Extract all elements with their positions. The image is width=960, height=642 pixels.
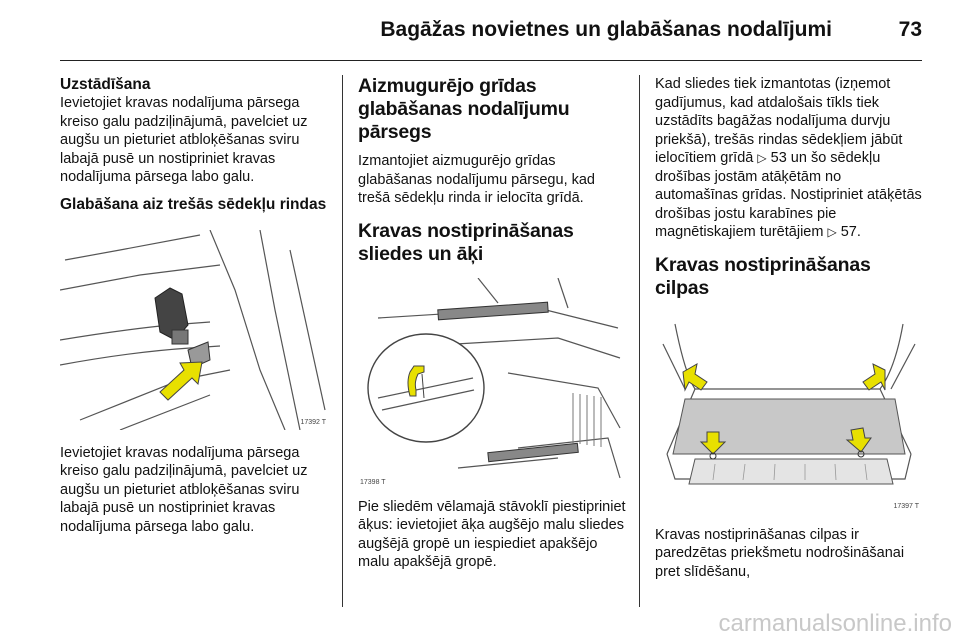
page-ref-53[interactable]: 53 bbox=[770, 150, 787, 166]
heading-install: Uzstādīšana bbox=[60, 76, 151, 93]
para-rails: Pie sliedēm vēlamajā stāvoklī piestipriniet āķus: ievietojiet āķa augšējo malu sliedes augšējā gropē un iespiediet apakšējo malu apakšējā gropē. bbox=[358, 498, 626, 570]
watermark: carmanualsonline.info bbox=[718, 610, 952, 637]
para-rails-usage bbox=[655, 75, 925, 242]
figure-code-17392: 17392 T bbox=[300, 418, 326, 426]
para-loops: Kravas nostiprināšanas cilpas ir paredzētas priekšmetu nodrošināšanai pret slīdēšanu, bbox=[655, 526, 905, 580]
column-3 bbox=[655, 75, 925, 581]
rails-hooks-illustration bbox=[358, 278, 626, 488]
triangle-reference-icon: ▷ bbox=[827, 225, 837, 239]
column-divider-1 bbox=[342, 75, 343, 607]
header-divider bbox=[60, 60, 922, 61]
heading-rear-cover: Aizmugurējo grīdas glabāšanas nodalījumu pārsegs bbox=[358, 75, 570, 143]
heading-rails: Kravas nostiprināšanas sliedes un āķi bbox=[358, 219, 574, 265]
figure-rails-hooks bbox=[358, 278, 626, 488]
para-install: Ievietojiet kravas nodalījuma pārsega kreiso galu padziļinājumā, pavelciet uz augšu un pieturiet atbloķēšanas sviru labajā pusē un nostipriniet kravas nodalījuma pārsega labo galu. bbox=[60, 95, 308, 185]
para-rails-usage-part-a: Kad sliedes tiek izmantotas (izņemot gadījumus, kad atdalošais tīkls tiek uzstādīts bagāžas nodalījuma durvju priekšā), trešās rindas sēdekļiem jābūt ielocītiem grīdā bbox=[655, 76, 903, 166]
page-title: Bagāžas novietnes un glabāšanas nodalījumi bbox=[380, 18, 832, 41]
triangle-reference-icon: ▷ bbox=[757, 151, 767, 165]
column-2 bbox=[358, 75, 626, 572]
para-rails-usage-part-b: un šo sēdekļu drošības jostām atāķētām no automašīnas grīdas. Nostipriniet atāķētās drošības jostu karabīnes pie magnētiskajiem turētājiem bbox=[655, 150, 922, 240]
figure-code-17397: 17397 T bbox=[893, 502, 919, 510]
figure-code-17398: 17398 T bbox=[360, 478, 386, 486]
page-ref-57[interactable]: 57. bbox=[840, 224, 861, 240]
heading-loops: Kravas nostiprināšanas cilpas bbox=[655, 253, 871, 299]
cover-storage-illustration bbox=[60, 230, 330, 430]
figure-cover-storage bbox=[60, 230, 330, 430]
heading-storage: Glabāšana aiz trešās sēdekļu rindas bbox=[60, 195, 327, 213]
page-number: 73 bbox=[898, 18, 922, 41]
lashing-eyes-illustration bbox=[655, 314, 923, 514]
column-1 bbox=[60, 75, 330, 536]
figure-lashing-eyes bbox=[655, 314, 923, 514]
column-divider-2 bbox=[639, 75, 640, 607]
para-rear-cover: Izmantojiet aizmugurējo grīdas glabāšanas nodalījumu pārsegu, kad trešā sēdekļu rinda ir ielocīta grīdā. bbox=[358, 153, 595, 206]
page-header bbox=[60, 0, 922, 62]
para-storage: Ievietojiet kravas nodalījuma pārsega kreiso galu padziļinājumā, pavelciet uz augšu un pieturiet atbloķēšanas sviru labajā pusē un nostipriniet kravas nodalījuma pārsega labo galu. bbox=[60, 444, 308, 535]
